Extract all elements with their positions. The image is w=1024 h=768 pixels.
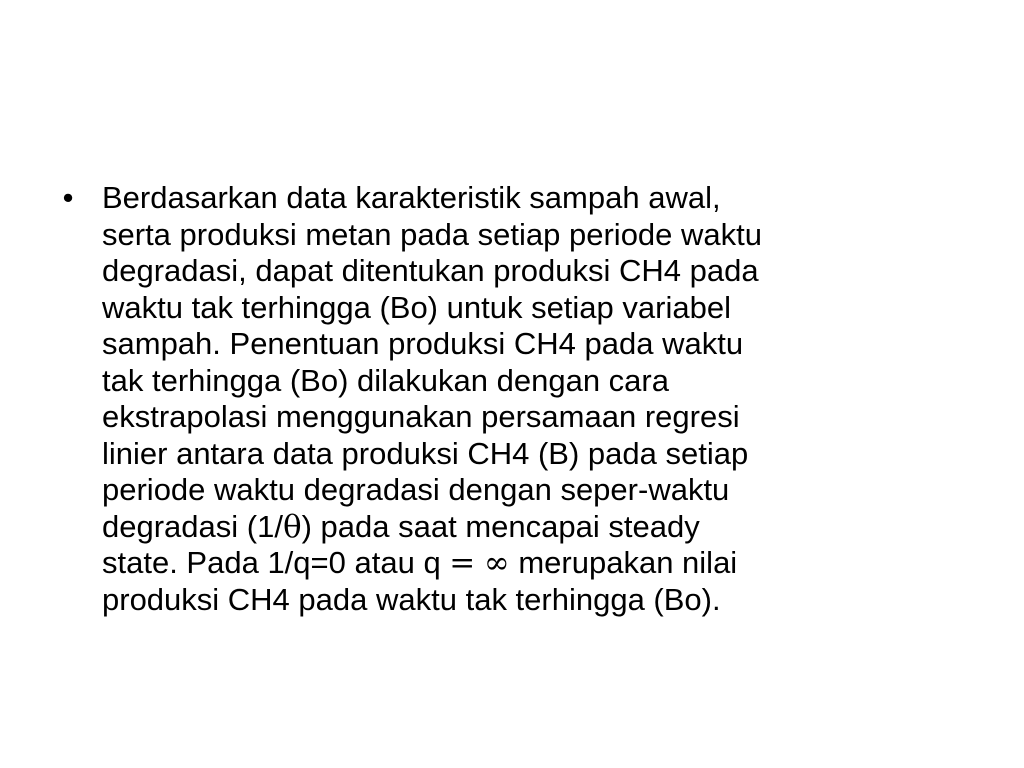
line-10-after: ) pada saat mencapai steady (301, 508, 700, 544)
paragraph-line-7: ekstrapolasi menggunakan persamaan regresi (102, 399, 740, 434)
bullet-item (58, 180, 958, 618)
equals-symbol: = (449, 545, 476, 581)
bullet-list (58, 180, 958, 618)
theta-symbol: θ (282, 508, 302, 545)
paragraph-line-2: serta produksi metan pada setiap periode waktu (102, 216, 763, 252)
paragraph-line-12: produksi CH4 pada waktu tak terhingga (Bo). (102, 581, 721, 617)
paragraph-line-3: degradasi, dapat ditentukan produksi CH4 pada (102, 253, 759, 288)
paragraph-line-1: Berdasarkan data karakteristik sampah awal, (102, 180, 721, 215)
paragraph-line-11 (102, 545, 958, 582)
paragraph-line-4: waktu tak terhingga (Bo) untuk setiap variabel (102, 289, 731, 325)
paragraph-line-9: periode waktu degradasi dengan seper-waktu (102, 472, 730, 507)
infinity-symbol: ∞ (483, 545, 510, 581)
paragraph-line-8: linier antara data produksi CH4 (B) pada setiap (102, 435, 749, 471)
paragraph-line-10 (102, 509, 958, 546)
bullet-marker: • (62, 180, 74, 215)
line-10-before: degradasi (1/ (102, 508, 283, 544)
paragraph-line-5: sampah. Penentuan produksi CH4 pada waktu (102, 326, 744, 361)
paragraph-line-6: tak terhingga (Bo) dilakukan dengan cara (102, 362, 669, 398)
line-11-before: state. Pada 1/q=0 atau q (102, 545, 450, 580)
line-11-after: merupakan nilai (509, 545, 738, 580)
